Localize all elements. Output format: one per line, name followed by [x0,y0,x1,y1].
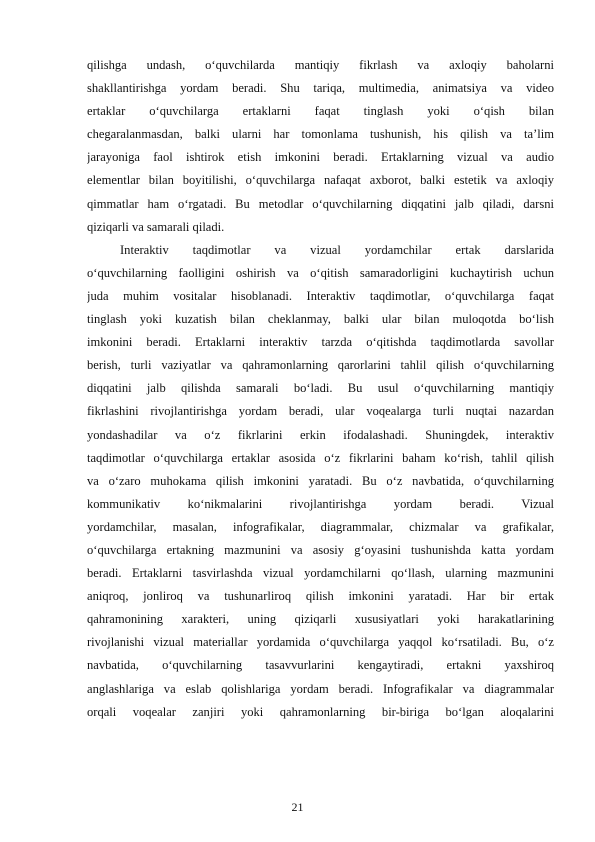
text-line: qahramonining xarakteri, uning qiziqarli xususiyatlari yoki harakatlarining [87,612,554,627]
paragraph-2 [87,239,554,724]
text-line: yondashadilar va o‘z fikrlarini erkin ifodalashadi. Shuningdek, interaktiv [87,427,554,442]
text-line: shakllantirishga yordam beradi. Shu tariqa, multimedia, animatsiya va video [87,81,554,96]
text-line: aniqroq, jonliroq va tushunarliroq qilish imkonini yaratadi. Har bir ertak [87,589,554,604]
text-line: navbatida, o‘quvchilarning tasavvurlarini kengaytiradi, ertakni yaxshiroq [87,658,554,673]
text-line: yordamchilar, masalan, infografikalar, diagrammalar, chizmalar va grafikalar, [87,519,554,534]
text-line: qimmatlar ham o‘rgatadi. Bu metodlar o‘quvchilarning diqqatini jalb qiladi, darsni [87,196,554,211]
text-line: o‘quvchilarning faolligini oshirish va o‘qitish samaradorligini kuchaytirish uchun [87,265,554,280]
text-line: orqali voqealar zanjiri yoki qahramonlarning bir-biriga bo‘lgan aloqalarini [87,704,554,719]
text-line: kommunikativ ko‘nikmalarini rivojlantirishga yordam beradi. Vizual [87,496,554,511]
text-line: qilishga undash, o‘quvchilarda mantiqiy fikrlash va axloqiy baholarni [87,58,554,72]
text-line: va o‘zaro muhokama qilish imkonini yaratadi. Bu o‘z navbatida, o‘quvchilarning [87,473,554,488]
text-line: rivojlanishi vizual materiallar yordamida o‘quvchilarga yaqqol ko‘rsatiladi. Bu, o‘z [87,635,554,650]
text-line: jarayoniga faol ishtirok etish imkonini beradi. Ertaklarning vizual va audio [87,150,554,165]
text-line: chegaralanmasdan, balki ularni har tomonlama tushunish, his qilish va ta’lim [87,127,554,142]
text-line: qiziqarli va samarali qiladi. [87,219,225,234]
text-line: elementlar bilan boyitilishi, o‘quvchilarga nafaqat axborot, balki estetik va axloqiy [87,173,554,188]
text-line: anglashlariga va eslab qolishlariga yordam beradi. Infografikalar va diagrammalar [87,681,554,696]
text-line: Interaktiv taqdimotlar va vizual yordamchilar ertak darslarida [120,242,554,257]
text-line: fikrlashini rivojlantirishga yordam beradi, ular voqealarga turli nuqtai nazardan [87,404,554,419]
text-line: o‘quvchilarga ertakning mazmunini va asosiy g‘oyasini tushunishda katta yordam [87,542,554,557]
paragraph-1 [87,54,554,239]
text-line: berish, turli vaziyatlar va qahramonlarning qarorlarini tahlil qilish o‘quvchilarning [87,358,554,373]
text-line: imkonini beradi. Ertaklarni interaktiv tarzda o‘qitishda taqdimotlarda savollar [87,335,554,350]
text-line: diqqatini jalb qilishda samarali bo‘ladi. Bu usul o‘quvchilarning mantiqiy [87,381,554,396]
text-line: beradi. Ertaklarni tasvirlashda vizual yordamchilarni qo‘llash, ularning mazmunini [87,566,554,581]
body-text [87,54,554,724]
page-number: 21 [291,800,304,814]
text-line: juda muhim vositalar hisoblanadi. Interaktiv taqdimotlar, o‘quvchilarga faqat [87,288,554,303]
text-line: taqdimotlar o‘quvchilarga ertaklar asosida o‘z fikrlarini baham ko‘rish, tahlil qilish [87,450,554,465]
text-line: ertaklar o‘quvchilarga ertaklarni faqat tinglash yoki o‘qish bilan [87,104,554,119]
text-line: tinglash yoki kuzatish bilan cheklanmay, balki ular bilan muloqotda bo‘lish [87,312,554,327]
